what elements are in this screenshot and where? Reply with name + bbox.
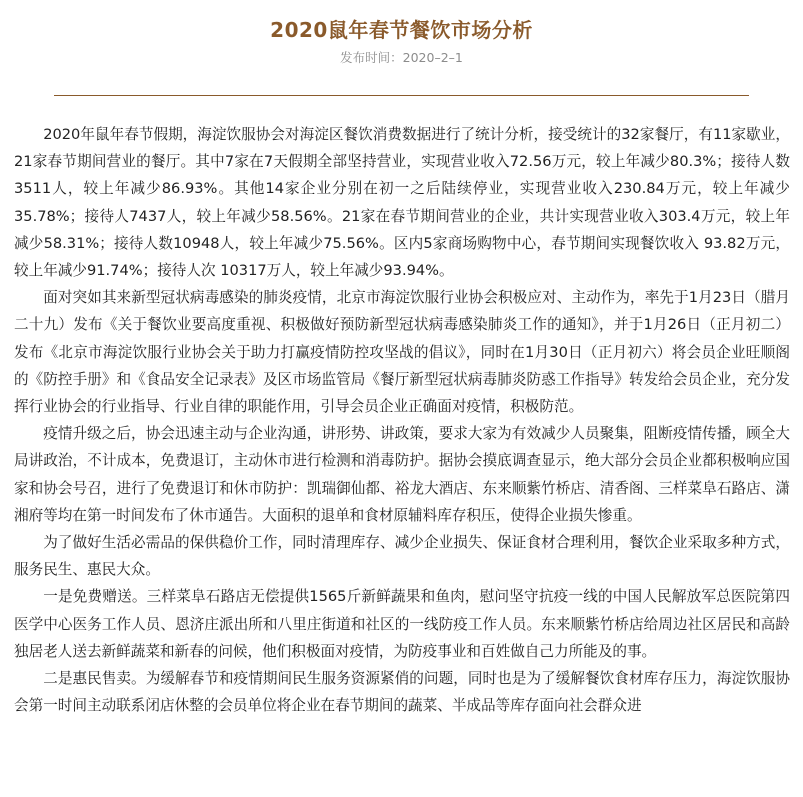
article-paragraph: 一是免费赠送。三样菜阜石路店无偿提供1565斤新鲜蔬果和鱼肉，慰问坚守抗疫一线的中国人民解放军总医院第四医学中心医务工作人员、恩济庄派出所和八里庄街道和社区的一线防疫工作人员。东来顺紫竹桥店给周边社区居民和高龄独居老人送去新鲜蔬菜和新春的问候，他们积极面对疫情，为防疫事业和百姓做自己力所能及的事。 [14, 588, 790, 660]
article-body [14, 121, 790, 719]
title-divider [54, 95, 749, 96]
publish-date: 2020–2–1 [402, 50, 463, 65]
article-paragraph: 面对突如其来新型冠状病毒感染的肺炎疫情，北京市海淀饮服行业协会积极应对、主动作为，率先于1月23日（腊月二十九）发布《关于餐饮业要高度重视、积极做好预防新型冠状病毒感染肺炎工作的通知》，并于1月26日（正月初二）发布《北京市海淀饮服行业协会关于助力打赢疫情防控攻坚战的倡议》，同时在1月30日（正月初六）将会员企业旺顺阁的《防控手册》和《食品安全记录表》及区市场监管局《餐厅新型冠状病毒肺炎防惑工作指导》转发给会员企业，充分发挥行业协会的行业指导、行业自律的职能作用，引导会员企业正确面对疫情，积极防范。 [14, 289, 791, 416]
article-paragraph: 疫情升级之后，协会迅速主动与企业沟通，讲形势、讲政策，要求大家为有效减少人员聚集，阻断疫情传播，顾全大局讲政治，不计成本，免费退订，主动休市进行检测和消毒防护。据协会摸底调查显示，绝大部分会员企业都积极响应国家和协会号召，进行了免费退订和休市防护：凯瑞御仙都、裕龙大酒店、东来顺紫竹桥店、清香阁、三样菜阜石路店、潇湘府等均在第一时间发布了休市通告。大面积的退单和食材原辅料库存积压，使得企业损失惨重。 [14, 425, 790, 524]
publish-label: 发布时间： [340, 50, 403, 65]
article-paragraph: 二是惠民售卖。为缓解春节和疫情期间民生服务资源紧俏的问题，同时也是为了缓解餐饮食材库存压力，海淀饮服协会第一时间主动联系闭店休整的会员单位将企业在春节期间的蔬菜、半成品等库存面向社会群众进 [14, 670, 790, 715]
article-paragraph: 为了做好生活必需品的保供稳价工作，同时清理库存、减少企业损失、保证食材合理利用，餐饮企业采取多种方式，服务民生、惠民大众。 [14, 534, 790, 579]
publish-meta [0, 48, 803, 66]
article-title: 2020鼠年春节餐饮市场分析 [270, 18, 533, 42]
article-paragraph: 2020年鼠年春节假期，海淀饮服协会对海淀区餐饮消费数据进行了统计分析，接受统计的32家餐厅，有11家歇业，21家春节期间营业的餐厅。其中7家在7天假期全部坚持营业，实现营业收入72.56万元，较上年减少80.3%；接待人数3511人，较上年减少86.93%。其他14家企业分别在初一之后陆续停业，实现营业收入230.84万元，较上年减少35.78%；接待人7437人，较上年减少58.56%。21家在春节期间营业的企业，共计实现营业收入303.4万元，较上年减少58.31%；接待人数10948人，较上年减少75.56%。区内5家商场购物中心，春节期间实现餐饮收入 93.82万元，较上年减少91.74%；接待人次 10317万人，较上年减少93.94%。 [14, 126, 790, 280]
